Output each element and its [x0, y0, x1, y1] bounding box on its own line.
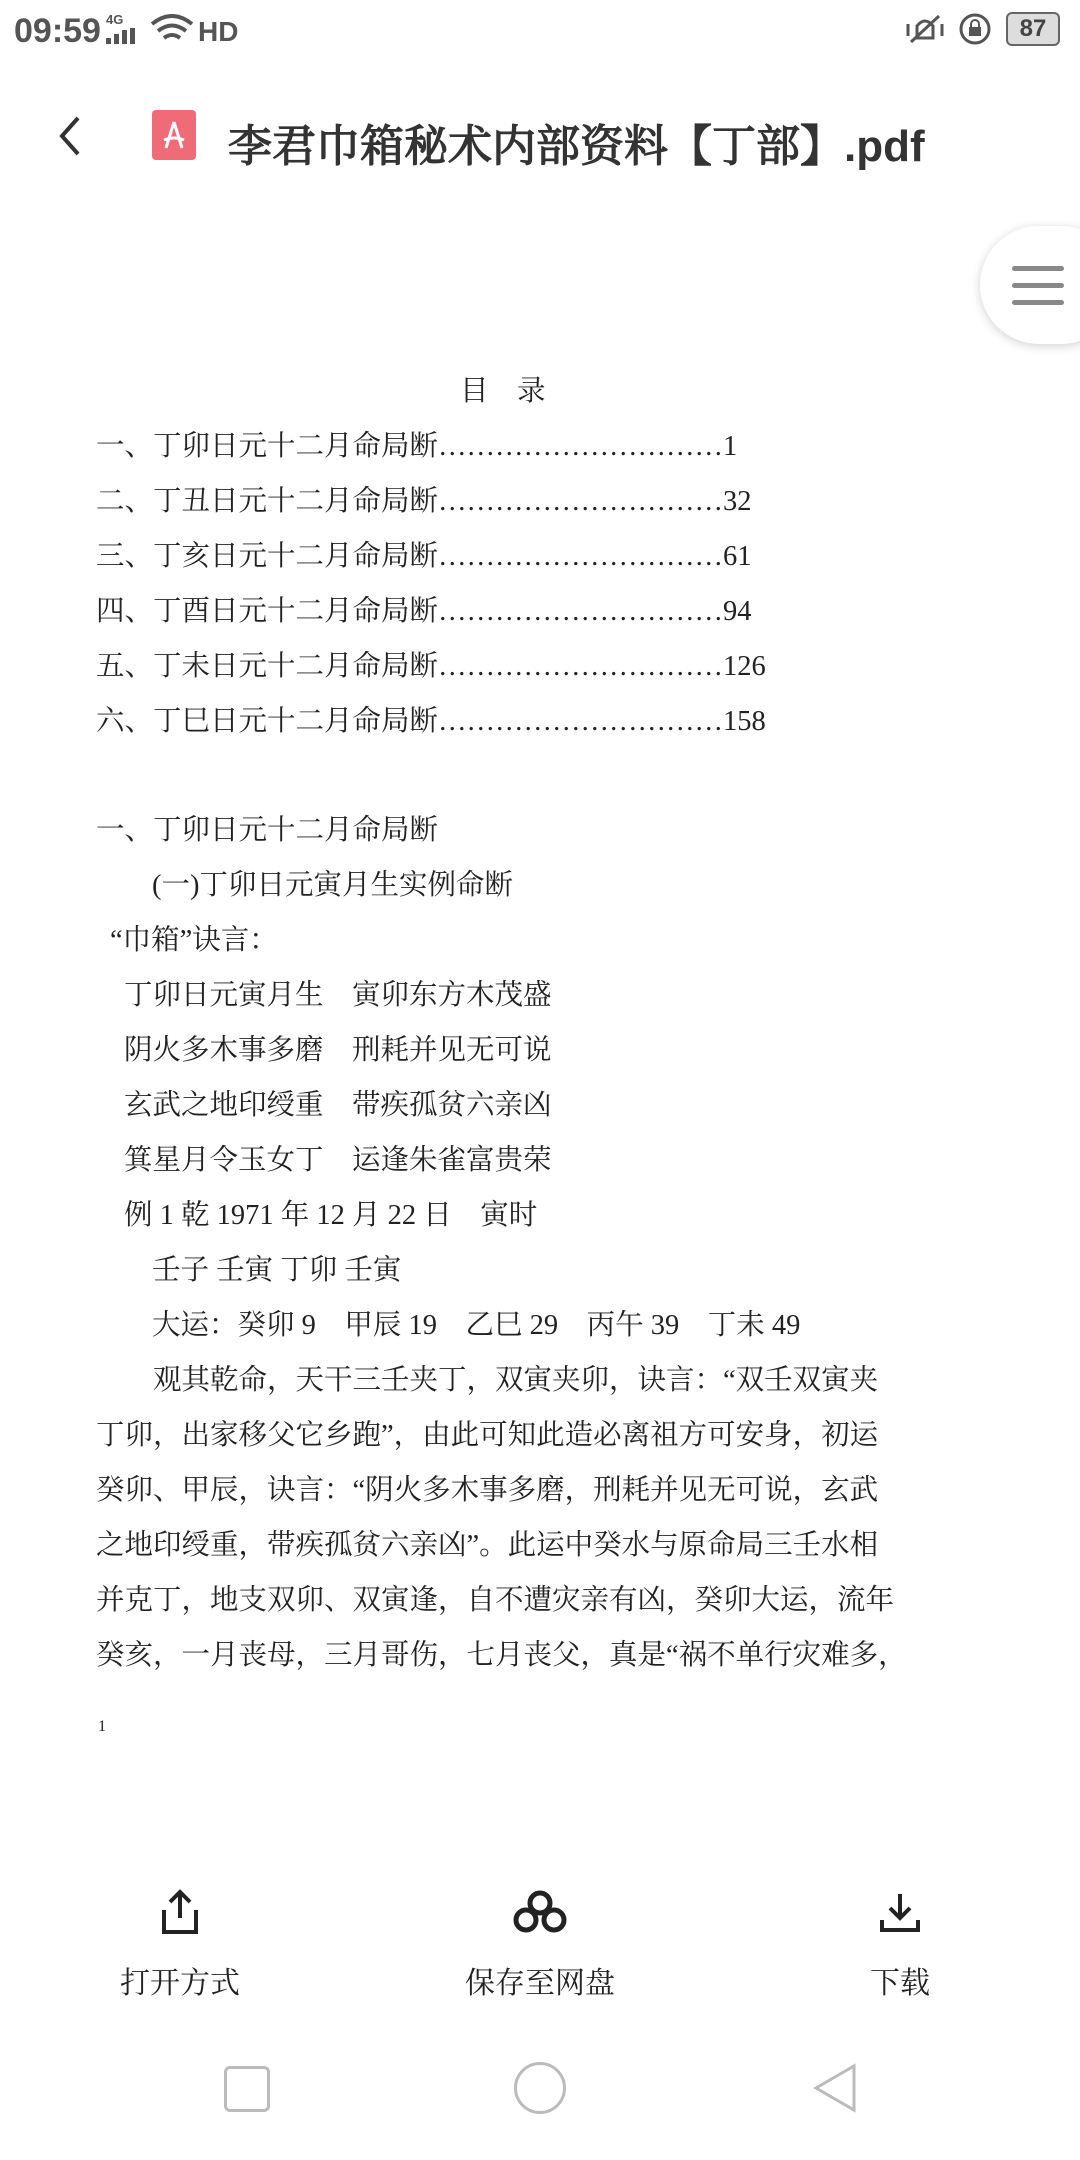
toc-page: 32: [723, 486, 752, 517]
download-icon: [878, 1890, 922, 1934]
verse-line: 玄武之地印绶重 带疾孤贫六亲凶: [124, 1090, 552, 1121]
section-title: 一、丁卯日元十二月命局断: [96, 815, 439, 846]
paragraph-line: 癸亥，一月丧母，三月哥伤，七月丧父，真是“祸不单行灾难多，: [96, 1640, 907, 1671]
toc-label: 四、丁酉日元十二月命局断…………………………: [96, 596, 724, 627]
outline-menu-button[interactable]: [980, 226, 1080, 344]
toc-entry[interactable]: [96, 643, 766, 684]
paragraph-line: 并克丁，地支双卯、双寅逢，自不遭灾亲有凶，癸卯大运，流年: [96, 1585, 895, 1616]
toc-label: 六、丁巳日元十二月命局断…………………………: [96, 706, 724, 737]
toc-entry[interactable]: [96, 478, 752, 519]
signal-icon: [106, 28, 142, 44]
back-nav-button[interactable]: [810, 2062, 860, 2114]
subsection-title: (一)丁卯日元寅月生实例命断: [152, 870, 513, 901]
toc-label: 一、丁卯日元十二月命局断…………………………: [96, 431, 724, 462]
paragraph-line: 丁卯，出家移父它乡跑”，由此可知此造必离祖方可安身，初运: [96, 1420, 879, 1451]
cloud-drive-icon: [512, 1890, 568, 1934]
home-button[interactable]: [514, 2062, 566, 2114]
verse-line: 丁卯日元寅月生 寅卯东方木茂盛: [124, 980, 552, 1011]
recent-apps-button[interactable]: [224, 2066, 270, 2112]
open-with-label: 打开方式: [120, 1967, 240, 2000]
toc-entry[interactable]: [96, 698, 766, 739]
paragraph-line: 之地印绶重，带疾孤贫六亲凶”。此运中癸水与原命局三壬水相: [96, 1530, 879, 1561]
toc-page: 61: [723, 541, 752, 572]
toc-entry[interactable]: [96, 588, 752, 629]
save-to-cloud-label: 保存至网盘: [465, 1967, 615, 2000]
back-icon[interactable]: [54, 114, 84, 158]
toc-page: 1: [723, 431, 738, 462]
toc-page: 126: [723, 651, 766, 682]
pdf-file-icon: [152, 110, 196, 160]
luck-line: 大运：癸卯 9 甲辰 19 乙巳 29 丙午 39 丁未 49: [152, 1310, 801, 1341]
paragraph-line: 观其乾命，天干三壬夹丁，双寅夹卯，诀言：“双壬双寅夹: [96, 1365, 879, 1396]
battery-indicator: 87: [1006, 12, 1060, 46]
rotation-lock-icon: [958, 12, 992, 46]
paragraph-line: 癸卯、甲辰，诀言：“阴火多木事多磨，刑耗并见无可说，玄武: [96, 1475, 879, 1506]
toc-label: 三、丁亥日元十二月命局断…………………………: [96, 541, 724, 572]
toc-label: 二、丁丑日元十二月命局断…………………………: [96, 486, 724, 517]
vibrate-mute-icon: [905, 12, 945, 46]
network-type: 4G: [106, 12, 124, 27]
download-label: 下载: [870, 1967, 930, 2000]
verse-line: 箕星月令玉女丁 运逢朱雀富贵荣: [124, 1145, 552, 1176]
document-title: 李君巾箱秘术内部资料【丁部】.pdf: [228, 122, 925, 171]
toc-entry[interactable]: [96, 533, 752, 574]
example-line: 例 1 乾 1971 年 12 月 22 日 寅时: [124, 1200, 538, 1231]
status-time: 09:59: [14, 12, 101, 50]
toc-page: 94: [723, 596, 752, 627]
share-icon: [158, 1888, 202, 1936]
hd-indicator: HD: [198, 16, 239, 47]
toc-entry[interactable]: [96, 423, 737, 464]
wifi-icon: [150, 14, 194, 44]
toc-heading: 目 录: [460, 376, 546, 407]
page-number: 1: [98, 1718, 106, 1735]
toc-label: 五、丁未日元十二月命局断…………………………: [96, 651, 724, 682]
pillars-line: 壬子 壬寅 丁卯 壬寅: [152, 1255, 402, 1286]
verse-line: 阴火多木事多磨 刑耗并见无可说: [124, 1035, 552, 1066]
toc-page: 158: [723, 706, 766, 737]
verse-label: “巾箱”诀言：: [110, 925, 278, 956]
